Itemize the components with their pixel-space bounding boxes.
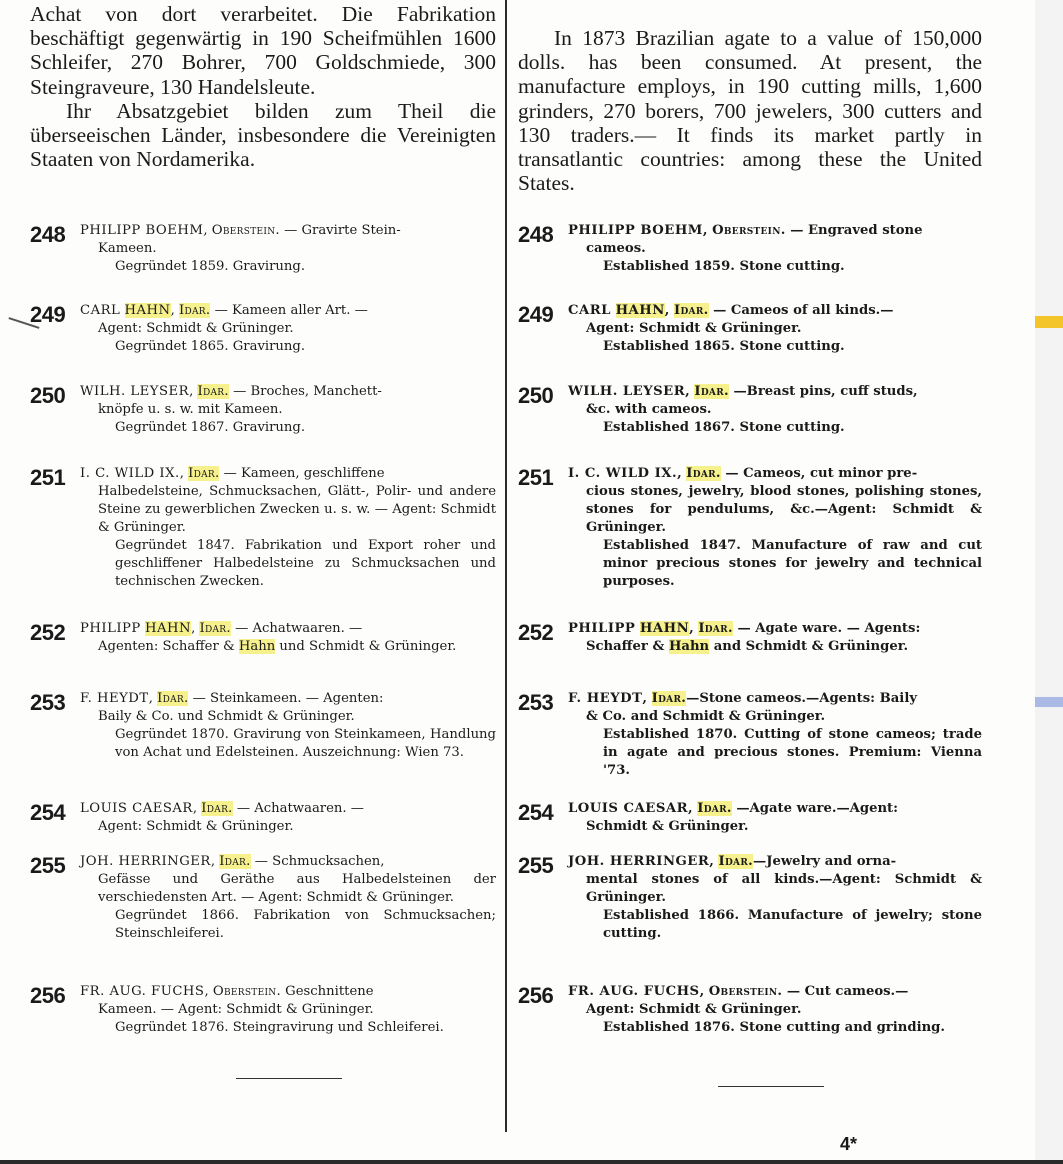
entry-description: — Cameos of all kinds.— xyxy=(708,303,894,318)
entry-252-de xyxy=(30,620,496,656)
entry-established: Established 1866. Manufacture of jewelry; stone cutting. xyxy=(603,908,982,941)
entry-established: Gegründet 1867. Gravirung. xyxy=(115,420,306,435)
company-name: CARL xyxy=(80,303,121,318)
highlighted-name: HAHN xyxy=(145,621,192,636)
entry-number: 256 xyxy=(30,983,66,1008)
entry-body xyxy=(568,302,982,356)
entry-description: — Engraved stone xyxy=(785,223,923,238)
entry-established: Established 1876. Stone cutting and grinding. xyxy=(603,1020,945,1035)
entry-description: — Schmucksachen, xyxy=(250,854,385,869)
entry-description: — Broches, Manchett- xyxy=(228,384,382,399)
entry-number: 249 xyxy=(30,302,66,327)
english-intro xyxy=(518,26,982,195)
column-divider xyxy=(505,0,507,1132)
entry-number: 253 xyxy=(30,690,66,715)
entry-body xyxy=(568,620,982,656)
entry-description: — Steinkameen. — Agenten: xyxy=(188,691,384,706)
continuation-text: und Schmidt & Grüninger. xyxy=(275,639,457,654)
entry-251-en xyxy=(518,465,982,591)
entry-description: —Breast pins, cuff studs, xyxy=(728,384,918,399)
entry-headline: PHILIPP HAHN, Idar. — Achatwaaren. — xyxy=(80,621,363,636)
entry-continuation: & Co. and Schmidt & Grüninger. xyxy=(586,709,826,724)
entry-headline: PHILIPP BOEHM, Oberstein. — Gravirte Stein- xyxy=(80,223,401,238)
entry-headline: FR. AUG. FUCHS, Oberstein. Geschnittene xyxy=(80,984,374,999)
entry-headline: LOUIS CAESAR, Idar. —Agate ware.—Agent: xyxy=(568,801,899,816)
scroll-gutter[interactable] xyxy=(1035,0,1063,1160)
entry-headline: PHILIPP BOEHM, Oberstein. — Engraved stone xyxy=(568,223,923,238)
company-name: CARL xyxy=(568,303,611,318)
entry-255-de xyxy=(30,853,496,943)
entry-description: Geschnittene xyxy=(280,984,374,999)
german-intro-p1: Achat von dort verarbeitet. Die Fabrikation beschäftigt gegenwärtig in 190 Scheifmühlen 1600 Schleifer, 270 Bohrer, 700 Goldschmiede, 300 Steingraveure, 130 Handelsleute. xyxy=(30,2,496,99)
company-name: PHILIPP xyxy=(80,621,141,636)
company-name: FR. AUG. FUCHS xyxy=(568,984,700,999)
company-name: F. HEYDT xyxy=(80,691,149,706)
place-name: Idar. xyxy=(188,466,220,481)
entry-headline: LOUIS CAESAR, Idar. — Achatwaaren. — xyxy=(80,801,364,816)
entry-body xyxy=(80,465,496,591)
entry-body xyxy=(568,690,982,780)
continuation-text: Schaffer & xyxy=(586,639,669,654)
company-name: JOH. HERRINGER xyxy=(80,854,211,869)
entry-number: 248 xyxy=(518,222,554,247)
entry-description: —Jewelry and orna- xyxy=(753,854,897,869)
page-number: 4* xyxy=(840,1134,858,1154)
entry-established: Established 1847. Manufacture of raw and cut minor precious stones for jewelry and technical purposes. xyxy=(603,538,982,589)
entry-number: 250 xyxy=(518,383,554,408)
company-name: LOUIS CAESAR xyxy=(568,801,689,816)
entry-headline: JOH. HERRINGER, Idar.—Jewelry and orna- xyxy=(568,854,897,869)
entry-256-de xyxy=(30,983,496,1037)
entry-body xyxy=(568,983,982,1037)
entry-number: 252 xyxy=(30,620,66,645)
entry-253-en xyxy=(518,690,982,780)
entry-continuation: Agent: Schmidt & Grüninger. xyxy=(98,819,294,834)
entry-number: 248 xyxy=(30,222,66,247)
place-name: Oberstein. xyxy=(708,984,783,999)
place-name: Idar. xyxy=(651,691,687,706)
entry-established: Gegründet 1866. Fabrikation von Schmucksachen; Steinschleiferei. xyxy=(115,908,496,941)
place-name: Idar. xyxy=(199,621,231,636)
entry-headline: FR. AUG. FUCHS, Oberstein. — Cut cameos.— xyxy=(568,984,909,999)
entry-body xyxy=(80,383,496,437)
entry-body xyxy=(568,383,982,437)
entry-headline: I. C. WILD IX., Idar. — Cameos, cut minor pre- xyxy=(568,466,918,481)
entry-continuation: Agent: Schmidt & Grüninger. xyxy=(98,321,294,336)
entry-established: Gegründet 1870. Gravirung von Steinkameen, Handlung von Achat und Edelsteinen. Auszeichnung: Wien 73. xyxy=(115,727,496,760)
entry-248-de xyxy=(30,222,496,276)
entry-continuation: Kameen. xyxy=(98,241,157,256)
entry-number: 255 xyxy=(518,853,554,878)
highlighted-name: HAHN xyxy=(639,621,690,636)
entry-number: 254 xyxy=(30,800,66,825)
entry-250-de xyxy=(30,383,496,437)
place-name: Idar. xyxy=(673,303,709,318)
entry-established: Established 1870. Cutting of stone cameos; trade in agate and precious stones. Premium: Vienna '73. xyxy=(603,727,982,778)
entry-number: 250 xyxy=(30,383,66,408)
entry-continuation: Agent: Schmidt & Grüninger. xyxy=(586,321,802,336)
place-name: Idar. xyxy=(718,854,754,869)
entry-continuation: mental stones of all kinds.—Agent: Schmidt & Grüninger. xyxy=(586,872,982,905)
entry-established: Gegründet 1847. Fabrikation und Export roher und geschliffener Halbedelsteine zu Schmucksachen und technischen Zwecken. xyxy=(115,538,496,589)
entry-continuation: Gefässe und Geräthe aus Halbedelsteinen der verschiedensten Art. — Agent: Schmidt & Grüninger. xyxy=(98,872,496,905)
company-name: I. C. WILD IX. xyxy=(568,466,678,481)
entry-number: 251 xyxy=(518,465,554,490)
entry-249-de xyxy=(30,302,496,356)
company-name: WILH. LEYSER xyxy=(80,384,190,399)
entry-continuation xyxy=(80,638,496,656)
highlighted-name: HAHN xyxy=(124,303,171,318)
continuation-text: and Schmidt & Grüninger. xyxy=(709,639,909,654)
place-name: Oberstein. xyxy=(211,223,280,238)
entry-continuation: Halbedelsteine, Schmucksachen, Glätt-, Polir- und andere Steine zu gewerblichen Zwecken u. s. w. — Agent: Schmidt & Grüninger. xyxy=(98,484,496,535)
entry-headline: WILH. LEYSER, Idar. —Breast pins, cuff studs, xyxy=(568,384,918,399)
bottom-bar xyxy=(0,1160,1063,1164)
entry-body xyxy=(80,983,496,1037)
entry-established: Established 1859. Stone cutting. xyxy=(603,259,845,274)
entry-description: — Gravirte Stein- xyxy=(279,223,401,238)
entry-description: — Cameos, cut minor pre- xyxy=(720,466,918,481)
entry-256-en xyxy=(518,983,982,1037)
entry-255-en xyxy=(518,853,982,943)
entry-body xyxy=(80,690,496,762)
highlighted-name: HAHN xyxy=(615,303,665,318)
entry-description: — Cut cameos.— xyxy=(782,984,909,999)
company-name: F. HEYDT xyxy=(568,691,643,706)
entry-established: Gegründet 1865. Gravirung. xyxy=(115,339,306,354)
entry-number: 249 xyxy=(518,302,554,327)
entry-description: — Achatwaaren. — xyxy=(232,801,364,816)
entry-251-de xyxy=(30,465,496,591)
entry-continuation: Baily & Co. und Schmidt & Grüninger. xyxy=(98,709,355,724)
entry-continuation: knöpfe u. s. w. mit Kameen. xyxy=(98,402,283,417)
entry-body xyxy=(80,302,496,356)
company-name: PHILIPP xyxy=(568,621,636,636)
german-intro-p2: Ihr Absatzgebiet bilden zum Theil die überseeischen Länder, insbesondere die Vereinigten Staaten von Nordamerika. xyxy=(30,98,496,172)
entry-252-en xyxy=(518,620,982,656)
entry-description: —Agate ware.—Agent: xyxy=(731,801,899,816)
entry-body xyxy=(568,222,982,276)
entry-number: 256 xyxy=(518,983,554,1008)
entry-headline: I. C. WILD IX., Idar. — Kameen, geschliffene xyxy=(80,466,385,481)
place-name: Idar. xyxy=(201,801,233,816)
entry-description: — Agate ware. — Agents: xyxy=(732,621,921,636)
entry-description: — Kameen aller Art. — xyxy=(210,303,368,318)
entry-established: Gegründet 1859. Gravirung. xyxy=(115,259,306,274)
place-name: Idar. xyxy=(157,691,189,706)
entry-253-de xyxy=(30,690,496,762)
entry-headline: WILH. LEYSER, Idar. — Broches, Manchett- xyxy=(80,384,382,399)
entry-body xyxy=(80,222,496,276)
yellow-highlight-marker[interactable] xyxy=(1035,316,1063,328)
company-name: PHILIPP BOEHM xyxy=(80,223,204,238)
entry-description: —Stone cameos.—Agents: Baily xyxy=(686,691,917,706)
blue-highlight-marker[interactable] xyxy=(1035,697,1063,707)
entry-body xyxy=(568,853,982,943)
entry-number: 255 xyxy=(30,853,66,878)
place-name: Idar. xyxy=(698,621,733,636)
company-name: JOH. HERRINGER xyxy=(568,854,710,869)
english-intro-p1: In 1873 Brazilian agate to a value of 150,000 dolls. has been consumed. At present, the manufacture employs, in 190 cutting mills, 1,600 grinders, 270 borers, 700 jewelers, 300 cutters and 130 traders.— It finds its market partly in transatlantic countries: among these the United States. xyxy=(518,26,982,196)
highlighted-name: Hahn xyxy=(668,639,710,654)
continuation-text: Agenten: Schaffer & xyxy=(98,639,239,654)
entry-number: 251 xyxy=(30,465,66,490)
entry-headline: JOH. HERRINGER, Idar. — Schmucksachen, xyxy=(80,854,385,869)
entry-headline: CARL HAHN, Idar. — Cameos of all kinds.— xyxy=(568,303,894,318)
company-name: I. C. WILD IX. xyxy=(80,466,180,481)
entry-body xyxy=(568,465,982,591)
entry-headline: PHILIPP HAHN, Idar. — Agate ware. — Agents: xyxy=(568,621,921,636)
place-name: Idar. xyxy=(686,466,721,481)
entry-established: Established 1867. Stone cutting. xyxy=(603,420,845,435)
company-name: PHILIPP BOEHM xyxy=(568,223,703,238)
entry-250-en xyxy=(518,383,982,437)
entry-body xyxy=(80,853,496,943)
entry-254-de xyxy=(30,800,496,836)
german-intro xyxy=(30,2,496,171)
entry-headline: F. HEYDT, Idar. — Steinkameen. — Agenten: xyxy=(80,691,384,706)
end-rule-left xyxy=(236,1078,342,1079)
place-name: Idar. xyxy=(694,384,729,399)
highlighted-name: Hahn xyxy=(238,639,276,654)
place-name: Oberstein. xyxy=(712,223,786,238)
entry-number: 252 xyxy=(518,620,554,645)
company-name: WILH. LEYSER xyxy=(568,384,686,399)
entry-continuation: Schmidt & Grüninger. xyxy=(586,819,749,834)
entry-249-en xyxy=(518,302,982,356)
end-rule-right xyxy=(718,1086,824,1087)
entry-continuation: Kameen. — Agent: Schmidt & Grüninger. xyxy=(98,1002,374,1017)
entry-headline: F. HEYDT, Idar.—Stone cameos.—Agents: Baily xyxy=(568,691,917,706)
place-name: Idar. xyxy=(697,801,732,816)
entry-continuation: cious stones, jewelry, blood stones, polishing stones, stones for pendulums, &c.—Agent: Schmidt & Grüninger. xyxy=(586,484,982,535)
entry-254-en xyxy=(518,800,982,836)
entry-continuation: cameos. xyxy=(586,241,646,256)
entry-248-en xyxy=(518,222,982,276)
entry-body xyxy=(80,620,496,656)
place-name: Oberstein. xyxy=(212,984,281,999)
entry-body xyxy=(568,800,982,836)
entry-established: Gegründet 1876. Steingravirung und Schleiferei. xyxy=(115,1020,444,1035)
place-name: Idar. xyxy=(197,384,229,399)
entry-continuation: Agent: Schmidt & Grüninger. xyxy=(586,1002,802,1017)
entry-description: — Achatwaaren. — xyxy=(230,621,363,636)
entry-description: — Kameen, geschliffene xyxy=(219,466,385,481)
entry-headline: CARL HAHN, Idar. — Kameen aller Art. — xyxy=(80,303,368,318)
place-name: Idar. xyxy=(219,854,251,869)
entry-body xyxy=(80,800,496,836)
entry-number: 253 xyxy=(518,690,554,715)
place-name: Idar. xyxy=(178,303,211,318)
entry-number: 254 xyxy=(518,800,554,825)
company-name: FR. AUG. FUCHS xyxy=(80,984,205,999)
company-name: LOUIS CAESAR xyxy=(80,801,193,816)
entry-continuation: &c. with cameos. xyxy=(586,402,712,417)
entry-continuation xyxy=(568,638,982,656)
entry-established: Established 1865. Stone cutting. xyxy=(603,339,845,354)
